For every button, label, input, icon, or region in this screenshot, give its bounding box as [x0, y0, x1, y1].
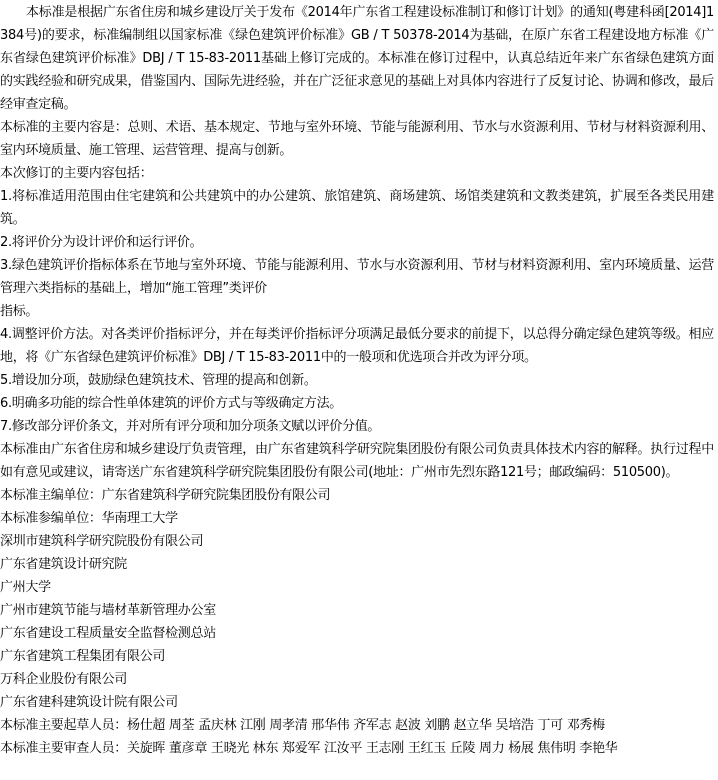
revision-item-7: 7.修改部分评价条文，并对所有评分项和加分项条文赋以评价分值。	[0, 419, 381, 434]
document-body	[0, 1, 714, 760]
participating-unit-4: 广州大学	[0, 580, 51, 595]
participating-unit-3: 广东省建筑设计研究院	[0, 557, 128, 572]
revision-item-3: 3.绿色建筑评价指标体系在节地与室外环境、节能与能源利用、节水与水资源利用、节材与材料资源利用、室内环境质量、运营管理六类指标的基础上，增加“施工管理”类评价	[0, 258, 714, 296]
participating-unit-9: 广东省建科建筑设计院有限公司	[0, 695, 178, 710]
main-reviewers: 本标准主要审查人员：关旋晖 董彦章 王晓光 林东 郑爱军 江汝平 王志刚 王红玉 丘陵 周力 杨展 焦伟明 李艳华	[0, 741, 618, 756]
participating-unit-2: 深圳市建筑科学研究院股份有限公司	[0, 534, 204, 549]
participating-unit-5: 广州市建筑节能与墙材革新管理办公室	[0, 603, 216, 618]
participating-unit-7: 广东省建筑工程集团有限公司	[0, 649, 166, 664]
revision-item-4: 4.调整评价方法。对各类评价指标评分，并在每类评价指标评分项满足最低分要求的前提下，以总得分确定绿色建筑等级。相应地，将《广东省绿色建筑评价标准》DBJ / T 15-83-2011中的一般项和优选项合并改为评分项。	[0, 327, 714, 365]
revision-item-2: 2.将评价分为设计评价和运行评价。	[0, 235, 203, 250]
intro-paragraph: 本标准是根据广东省住房和城乡建设厅关于发布《2014年广东省工程建设标准制订和修订计划》的通知(粤建科函[2014]1384号)的要求，标准编制组以国家标准《绿色建筑评价标准》GB / T 50378-2014为基础，在原广东省工程建设地方标准《广东省绿色建筑评价标准》DBJ / T 15-83-2011基础上修订完成的。本标准在修订过程中，认真总结近年来广东省绿色建筑方面的实践经验和研究成果，借鉴国内、国际先进经验，并在广泛征求意见的基础上对具体内容进行了反复讨论、协调和修改，最后经审查定稿。	[0, 5, 714, 112]
participating-unit-8: 万科企业股份有限公司	[0, 672, 128, 687]
chief-editor-unit: 本标准主编单位：广东省建筑科学研究院集团股份有限公司	[0, 488, 331, 503]
participating-unit-6: 广东省建设工程质量安全监督检测总站	[0, 626, 216, 641]
revision-heading: 本次修订的主要内容包括：	[0, 166, 153, 181]
revision-item-5: 5.增设加分项，鼓励绿色建筑技术、管理的提高和创新。	[0, 373, 317, 388]
management-paragraph: 本标准由广东省住房和城乡建设厅负责管理，由广东省建筑科学研究院集团股份有限公司负责具体技术内容的解释。执行过程中如有意见或建议，请寄送广东省建筑科学研究院集团股份有限公司(地址：广州市先烈东路121号；邮政编码：510500)。	[0, 442, 714, 480]
revision-item-6: 6.明确多功能的综合性单体建筑的评价方式与等级确定方法。	[0, 396, 343, 411]
revision-item-1: 1.将标准适用范围由住宅建筑和公共建筑中的办公建筑、旅馆建筑、商场建筑、场馆类建筑和文教类建筑，扩展至各类民用建筑。	[0, 189, 714, 227]
main-drafters: 本标准主要起草人员：杨仕超 周荃 孟庆林 江刚 周孝清 邢华伟 齐军志 赵波 刘鹏 赵立华 吴培浩 丁可 邓秀梅	[0, 718, 605, 733]
participating-unit-1: 本标准参编单位：华南理工大学	[0, 511, 178, 526]
main-content-paragraph: 本标准的主要内容是：总则、术语、基本规定、节地与室外环境、节能与能源利用、节水与水资源利用、节材与材料资源利用、室内环境质量、施工管理、运营管理、提高与创新。	[0, 120, 714, 158]
revision-item-3-continued: 指标。	[0, 304, 39, 319]
